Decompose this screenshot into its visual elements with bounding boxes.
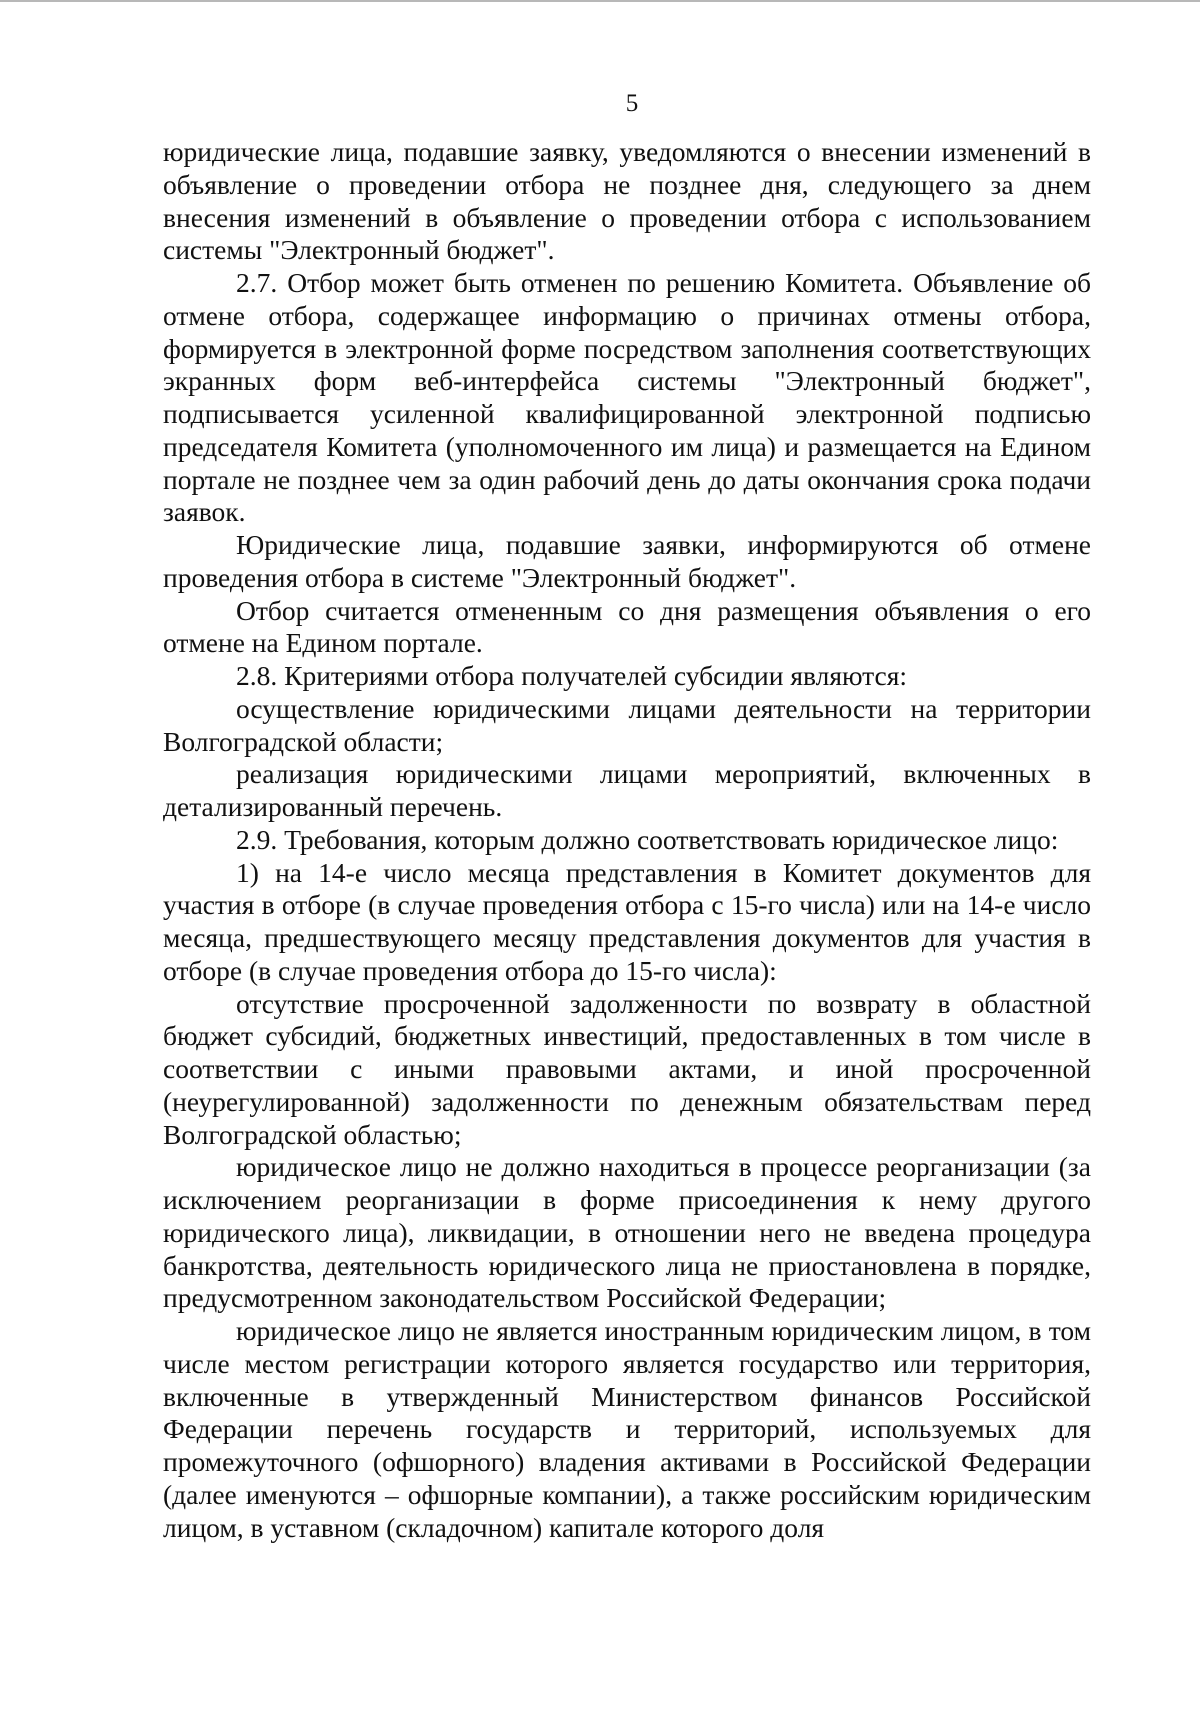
paragraph-requirement-1: 1) на 14-е число месяца представления в Комитет документов для участия в отборе (в случае проведения отбора с 15-го числа) или на 14-е число месяца, предшествующего месяцу представления документов для участия в отборе (в случае проведения отбора до 15-го числа): [163, 856, 1091, 986]
paragraph-not-foreign-entity: юридическое лицо не является иностранным юридическим лицом, в том числе местом регистрации которого является государство или территория, включенные в утвержденный Министерством финансов Российской Федерации перечень государств и территорий, используемых для промежуточного (офшорного) владения активами в Российской Федерации (далее именуются – офшорные компании), а также российским юридическим лицом, в уставном (складочном) капитале которого доля [163, 1315, 1091, 1543]
paragraph-2-8: 2.8. Критериями отбора получателей субсидии являются: [236, 660, 908, 691]
page-number: 5 [625, 90, 639, 117]
paragraph-criterion-measures: реализация юридическими лицами мероприятий, включенных в детализированный перечень. [163, 758, 1091, 822]
paragraph-no-overdue-debt: отсутствие просроченной задолженности по возврату в областной бюджет субсидий, бюджетных инвестиций, предоставленных в том числе в соответствии с иными правовыми актами, и иной просроченной (неурегулированной) задолженности по денежным обязательствам перед Волгоградской областью; [163, 987, 1091, 1150]
paragraph-cancel-effective: Отбор считается отмененным со дня размещения объявления о его отмене на Едином портале. [163, 594, 1091, 659]
paragraph-no-reorganization: юридическое лицо не должно находиться в процессе реорганизации (за исключением реорганизации в форме присоединения к нему другого юридического лица), ликвидации, в отношении него не введена процедура банкротства, деятельность юридического лица не приостановлена в порядке, предусмотренном законодательством Российской Федерации; [163, 1151, 1091, 1314]
paragraph-criterion-territory: осуществление юридическими лицами деятельности на территории Волгоградской области; [163, 692, 1091, 757]
paragraph-continuation: юридические лица, подавшие заявку, уведомляются о внесении изменений в объявление о проведении отбора не позднее дня, следующего за днем внесения изменений в объявление о проведении отбора с использованием системы "Электронный бюджет". [163, 136, 1091, 266]
scan-top-edge [0, 0, 1200, 2]
paragraph-2-7: 2.7. Отбор может быть отменен по решению Комитета. Объявление об отмене отбора, содержащее информацию о причинах отмены отбора, формируется в электронной форме посредством заполнения соответствующих экранных форм веб-интерфейса системы "Электронный бюджет", подписывается усиленной квалифицированной электронной подписью председателя Комитета (уполномоченного им лица) и размещается на Едином портале не позднее чем за один рабочий день до даты окончания срока подачи заявок. [163, 267, 1091, 528]
paragraph-cancel-notification: Юридические лица, подавшие заявки, информируются об отмене проведения отбора в системе "Электронный бюджет". [163, 529, 1091, 593]
document-body [163, 136, 1091, 1544]
paragraph-2-9: 2.9. Требования, которым должно соответствовать юридическое лицо: [236, 823, 1059, 855]
